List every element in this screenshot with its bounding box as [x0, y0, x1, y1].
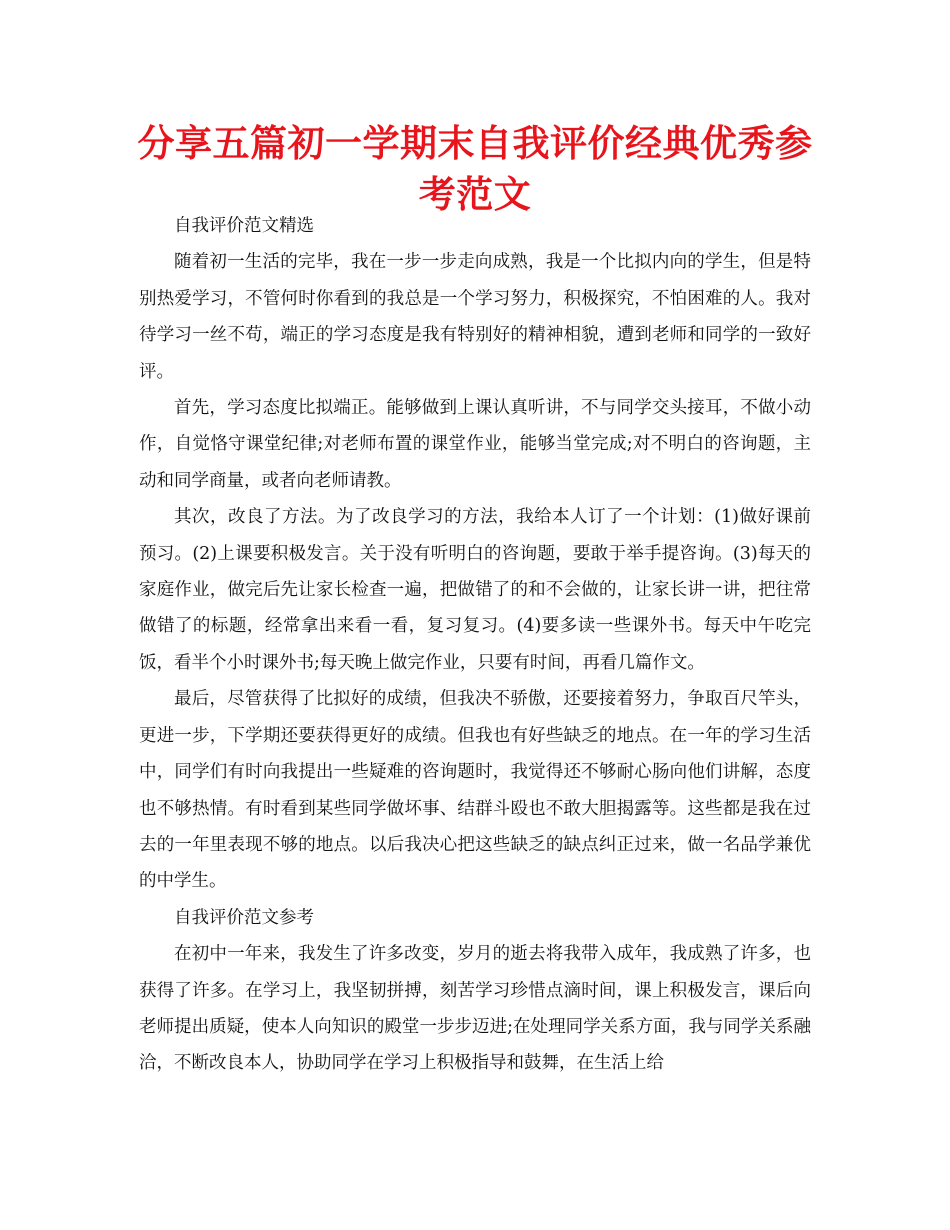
paragraph: 随着初一生活的完毕，我在一步一步走向成熟，我是一个比拟内向的学生，但是特别热爱学习，不管何时你看到的我总是一个学习努力，积极探究，不怕困难的人。我对待学习一丝不苟，端正的学习态度是我有特别好的精神相貌，遭到老师和同学的一致好评。: [139, 252, 811, 382]
section-heading: 自我评价范文参考: [174, 907, 314, 928]
paragraph: 其次，改良了方法。为了改良学习的方法，我给本人订了一个计划：(1)做好课前预习。(2)上课要积极发言。关于没有听明白的咨询题，要敢于举手提咨询。(3)每天的家庭作业，做完后先让家长检查一遍，把做错了的和不会做的，让家长讲一讲，把往常做错了的标题，经常拿出来看一看，复习复习。(4)要多读一些课外书。每天中午吃完饭，看半个小时课外书;每天晚上做完作业，只要有时间，再看几篇作文。: [139, 507, 811, 673]
paragraph: 在初中一年来，我发生了许多改变，岁月的逝去将我带入成年，我成熟了许多，也获得了许多。在学习上，我坚韧拼搏，刻苦学习珍惜点滴时间，课上积极发言，课后向老师提出质疑，使本人向知识的殿堂一步步迈进;在处理同学关系方面，我与同学关系融洽，不断改良本人，协助同学在学习上积极指导和鼓舞，在生活上给: [139, 944, 811, 1074]
document-title: 分享五篇初一学期末自我评价经典优秀参考范文: [137, 122, 813, 216]
section-heading: 自我评价范文精选: [174, 216, 314, 236]
paragraph: 最后，尽管获得了比拟好的成绩，但我决不骄傲，还要接着努力，争取百尺竿头，更进一步，下学期还要获得更好的成绩。但我也有好些缺乏的地点。在一年的学习生活中，同学们有时向我提出一些疑难的咨询题时，我觉得还不够耐心肠向他们讲解，态度也不够热情。有时看到某些同学做坏事、结群斗殴也不敢大胆揭露等。这些都是我在过去的一年里表现不够的地点。以后我决心把这些缺乏的缺点纠正过来，做一名品学兼优的中学生。: [139, 689, 811, 892]
document-body: [139, 208, 811, 1082]
paragraph: 首先，学习态度比拟端正。能够做到上课认真听讲，不与同学交头接耳，不做小动作，自觉恪守课堂纪律;对老师布置的课堂作业，能够当堂完成;对不明白的咨询题，主动和同学商量，或者向老师请教。: [139, 398, 811, 491]
